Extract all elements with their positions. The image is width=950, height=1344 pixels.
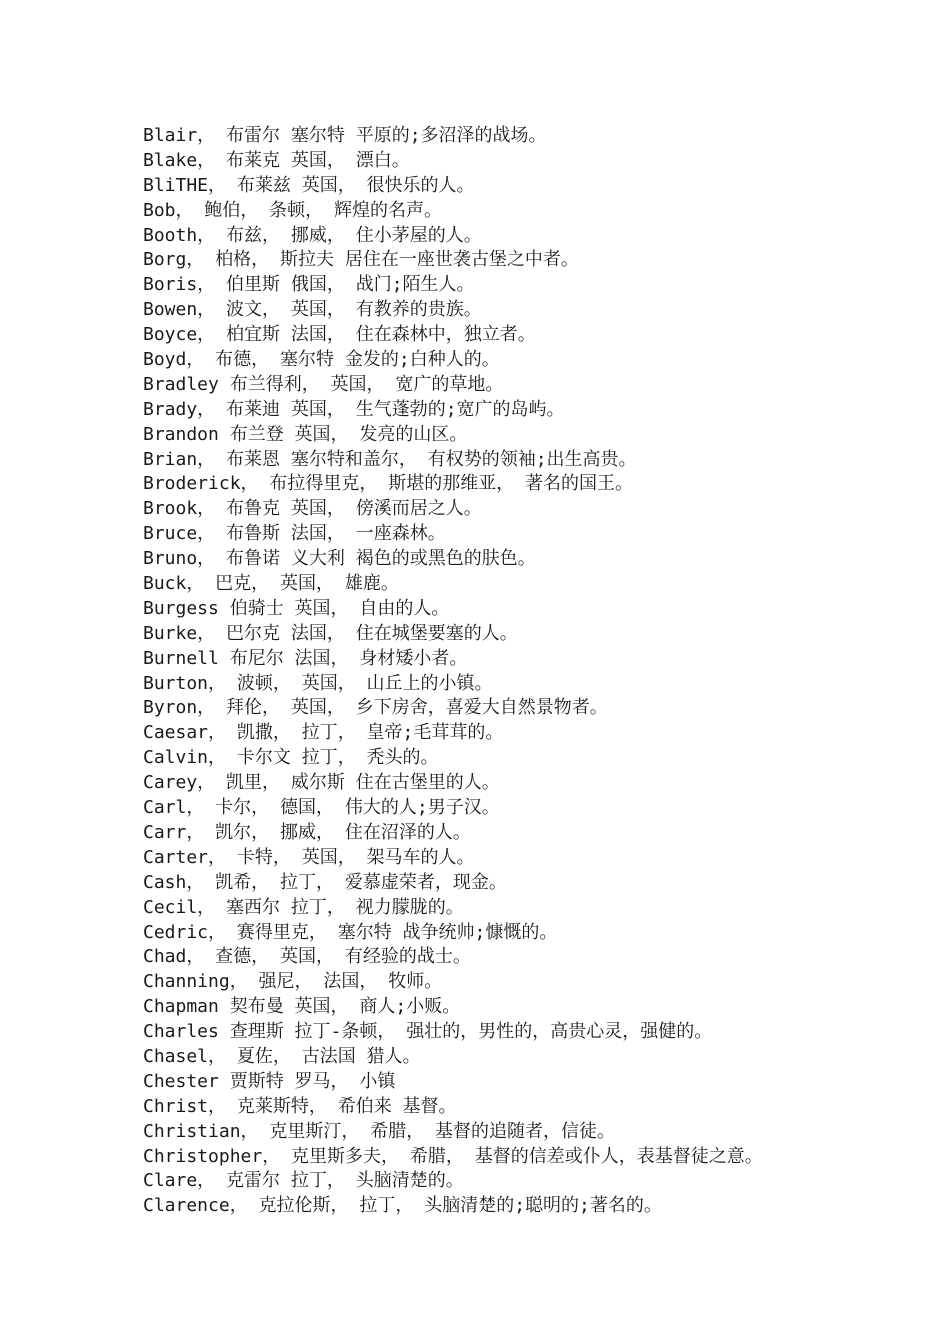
name-entry-channing: Channing， 强尼， 法国， 牧师。 xyxy=(143,971,443,993)
name-entry-boyce: Boyce， 柏宜斯 法国， 住在森林中，独立者。 xyxy=(143,324,536,346)
name-entry-bowen: Bowen， 波文， 英国， 有教养的贵族。 xyxy=(143,299,482,321)
name-entry-chapman: Chapman 契布曼 英国， 商人;小贩。 xyxy=(143,996,461,1018)
name-entry-burke: Burke， 巴尔克 法国， 住在城堡要塞的人。 xyxy=(143,622,518,644)
name-entry-clare: Clare， 克雷尔 拉丁， 头脑清楚的。 xyxy=(143,1170,464,1192)
name-entry-caesar: Caesar， 凯撒， 拉丁， 皇帝;毛茸茸的。 xyxy=(143,722,504,744)
name-entry-blake: Blake， 布莱克 英国， 漂白。 xyxy=(143,149,410,171)
name-list xyxy=(143,124,933,1219)
name-entry-clarence: Clarence， 克拉伦斯， 拉丁， 头脑清楚的;聪明的;著名的。 xyxy=(143,1195,662,1217)
name-entry-booth: Booth， 布兹， 挪威， 住小茅屋的人。 xyxy=(143,224,482,246)
name-entry-brandon: Brandon 布兰登 英国， 发亮的山区。 xyxy=(143,423,468,445)
name-entry-blair: Blair， 布雷尔 塞尔特 平原的;多沼泽的战场。 xyxy=(143,125,547,146)
name-entry-brook: Brook， 布鲁克 英国， 傍溪而居之人。 xyxy=(143,498,482,520)
name-entry-boris: Boris， 伯里斯 俄国， 战门;陌生人。 xyxy=(143,274,475,296)
name-entry-broderick: Broderick， 布拉得里克， 斯堪的那维亚， 著名的国王。 xyxy=(143,473,634,495)
name-entry-christian: Christian， 克里斯汀， 希腊， 基督的追随者，信徒。 xyxy=(143,1120,616,1142)
name-entry-chasel: Chasel， 夏佐， 古法国 猎人。 xyxy=(143,1045,421,1067)
name-entry-christopher: Christopher， 克里斯多夫， 希腊， 基督的信差或仆人，表基督徒之意。 xyxy=(143,1145,763,1167)
name-entry-cecil: Cecil， 塞西尔 拉丁， 视力朦胧的。 xyxy=(143,896,464,918)
name-entry-burton: Burton， 波顿， 英国， 山丘上的小镇。 xyxy=(143,672,493,694)
name-entry-burnell: Burnell 布尼尔 法国， 身材矮小者。 xyxy=(143,647,468,669)
name-entry-carl: Carl， 卡尔， 德国， 伟大的人;男子汉。 xyxy=(143,797,500,819)
name-entry-blithe: BliTHE， 布莱兹 英国， 很快乐的人。 xyxy=(143,174,475,196)
name-entry-cash: Cash， 凯希， 拉丁， 爱慕虚荣者，现金。 xyxy=(143,871,507,893)
name-entry-carr: Carr， 凯尔， 挪威， 住在沼泽的人。 xyxy=(143,821,471,843)
name-entry-calvin: Calvin， 卡尔文 拉丁， 秃头的。 xyxy=(143,747,439,769)
name-entry-borg: Borg， 柏格， 斯拉夫 居住在一座世袭古堡之中者。 xyxy=(143,249,579,271)
name-entry-brady: Brady， 布莱迪 英国， 生气蓬勃的;宽广的岛屿。 xyxy=(143,398,565,420)
name-entry-bradley: Bradley 布兰得利， 英国， 宽广的草地。 xyxy=(143,373,504,395)
name-entry-cedric: Cedric， 赛得里克， 塞尔特 战争统帅;慷慨的。 xyxy=(143,921,558,943)
name-entry-byron: Byron， 拜伦， 英国， 乡下房舍，喜爱大自然景物者。 xyxy=(143,697,608,719)
name-entry-burgess: Burgess 伯骑士 英国， 自由的人。 xyxy=(143,597,450,619)
name-entry-carter: Carter， 卡特， 英国， 架马车的人。 xyxy=(143,846,475,868)
name-entry-bob: Bob， 鲍伯， 条顿， 辉煌的名声。 xyxy=(143,199,443,221)
name-entry-brian: Brian， 布莱恩 塞尔特和盖尔， 有权势的领袖;出生高贵。 xyxy=(143,448,637,470)
name-entry-chad: Chad， 查德， 英国， 有经验的战士。 xyxy=(143,946,471,968)
name-entry-carey: Carey， 凯里， 威尔斯 住在古堡里的人。 xyxy=(143,772,500,794)
name-entry-charles: Charles 查理斯 拉丁-条顿， 强壮的，男性的，高贵心灵，强健的。 xyxy=(143,1021,713,1043)
name-entry-bruno: Bruno， 布鲁诺 义大利 褐色的或黑色的肤色。 xyxy=(143,548,536,570)
name-entry-bruce: Bruce， 布鲁斯 法国， 一座森林。 xyxy=(143,523,446,545)
name-entry-boyd: Boyd， 布德， 塞尔特 金发的;白种人的。 xyxy=(143,349,500,371)
name-entry-buck: Buck， 巴克， 英国， 雄鹿。 xyxy=(143,573,399,595)
name-entry-christ: Christ， 克莱斯特， 希伯来 基督。 xyxy=(143,1095,457,1117)
name-entry-chester: Chester 贾斯特 罗马， 小镇 xyxy=(143,1070,396,1092)
